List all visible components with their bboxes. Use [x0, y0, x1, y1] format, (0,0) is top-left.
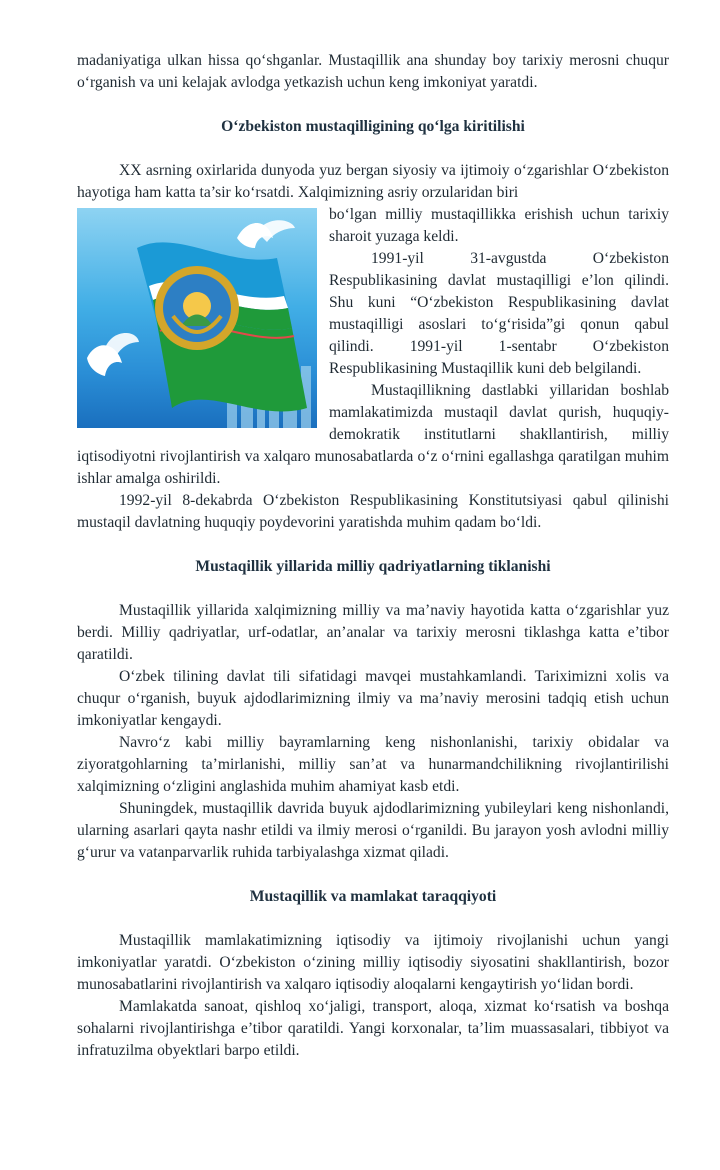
illustration-graphic — [77, 208, 317, 428]
independence-illustration — [77, 208, 317, 428]
paragraph-values-2: O‘zbek tilining davlat tili sifatidagi mavqei mustahkamlandi. Tariximizni xolis va chuqur o‘rganish, buyuk ajdodlarimizning ilmiy va ma’naviy merosini tadqiq etish uchun imkoniyatlar kengaydi. — [77, 668, 669, 729]
paragraph-independence-1b: bo‘lgan milliy mustaqillikka erishish uchun tarixiy sharoit yuzaga keldi. — [329, 206, 669, 245]
section-heading-values: Mustaqillik yillarida milliy qadriyatlarning tiklanishi — [195, 558, 551, 575]
document-page — [77, 50, 669, 1062]
paragraph-independence-2: 1991-yil 31-avgustda O‘zbekiston Respublikasining davlat mustaqilligi e’lon qilindi. Shu kuni “O‘zbekiston Respublikasining davlat mustaqilligi asoslari to‘g‘risida”gi qonun qabul qilindi. 1991-yil 1-sentabr O‘zbekiston Respublikasining Mustaqillik kuni deb belgilandi. — [329, 250, 669, 377]
paragraph-development-2: Mamlakatda sanoat, qishloq xo‘jaligi, transport, aloqa, xizmat ko‘rsatish va boshqa sohalarni rivojlantirishga e’tibor qaratildi. Yangi korxonalar, ta’lim muassasalari, tibbiyot va infratuzilma obyektlari barpo etildi. — [77, 998, 669, 1059]
paragraph-values-4: Shuningdek, mustaqillik davrida buyuk ajdodlarimizning yubileylari keng nishonlandi, ularning asarlari qayta nashr etildi va ilmiy merosi o‘rganildi. Bu jarayon yosh avlodni milliy g‘urur va vatanparvarlik ruhida tarbiyalashga xizmat qiladi. — [77, 800, 669, 861]
paragraph-independence-3: Mustaqillikning dastlabki yillaridan boshlab mamlakatimizda mustaqil davlat qurish, huquqiy-demokratik institutlarni shakllantirish, milliy iqtisodiyotni rivojlantirish va xalqaro munosabatlarda o‘z o‘rnini egallashga qaratilgan muhim ishlar amalga oshirildi. — [77, 382, 669, 487]
paragraph-values-3: Navro‘z kabi milliy bayramlarning keng nishonlanishi, tarixiy obidalar va ziyoratgohlarning ta’mirlanishi, milliy san’at va hunarmandchilikning rivojlantirilishi xalqimizning o‘zligini anglashida muhim ahamiyat kasb etdi. — [77, 734, 669, 795]
section-heading-development: Mustaqillik va mamlakat taraqqiyoti — [249, 888, 497, 905]
paragraph-development-1: Mustaqillik mamlakatimizning iqtisodiy va ijtimoiy rivojlanishi uchun yangi imkoniyatlar yaratdi. O‘zbekiston o‘zining milliy iqtisodiy siyosatini shakllantirish, bozor munosabatlarini rivojlantirish va xalqaro iqtisodiy aloqalarni kengaytirish yo‘lidan bordi. — [77, 932, 669, 993]
emblem-icon — [155, 266, 239, 350]
paragraph-independence-4: 1992-yil 8-dekabrda O‘zbekiston Respublikasining Konstitutsiyasi qabul qilinishi mustaqil davlatning huquqiy poydevorini yaratishda muhim qadam bo‘ldi. — [77, 492, 669, 531]
section-heading-independence: O‘zbekiston mustaqilligining qo‘lga kiritilishi — [221, 118, 525, 135]
paragraph-values-1: Mustaqillik yillarida xalqimizning milliy va ma’naviy hayotida katta o‘zgarishlar yuz berdi. Milliy qadriyatlar, urf-odatlar, an’analar va tarixiy merosni tiklashga katta e’tibor qaratildi. — [77, 602, 669, 663]
paragraph-independence-1a: XX asrning oxirlarida dunyoda yuz bergan siyosiy va ijtimoiy o‘zgarishlar O‘zbekiston hayotiga ham katta ta’sir ko‘rsatdi. Xalqimizning asriy orzularidan biri — [77, 162, 669, 201]
intro-paragraph: madaniyatiga ulkan hissa qo‘shganlar. Mustaqillik ana shunday boy tarixiy merosni chuqur o‘rganish va uni kelajak avlodga yetkazish uchun keng imkoniyat yaratdi. — [77, 52, 669, 91]
